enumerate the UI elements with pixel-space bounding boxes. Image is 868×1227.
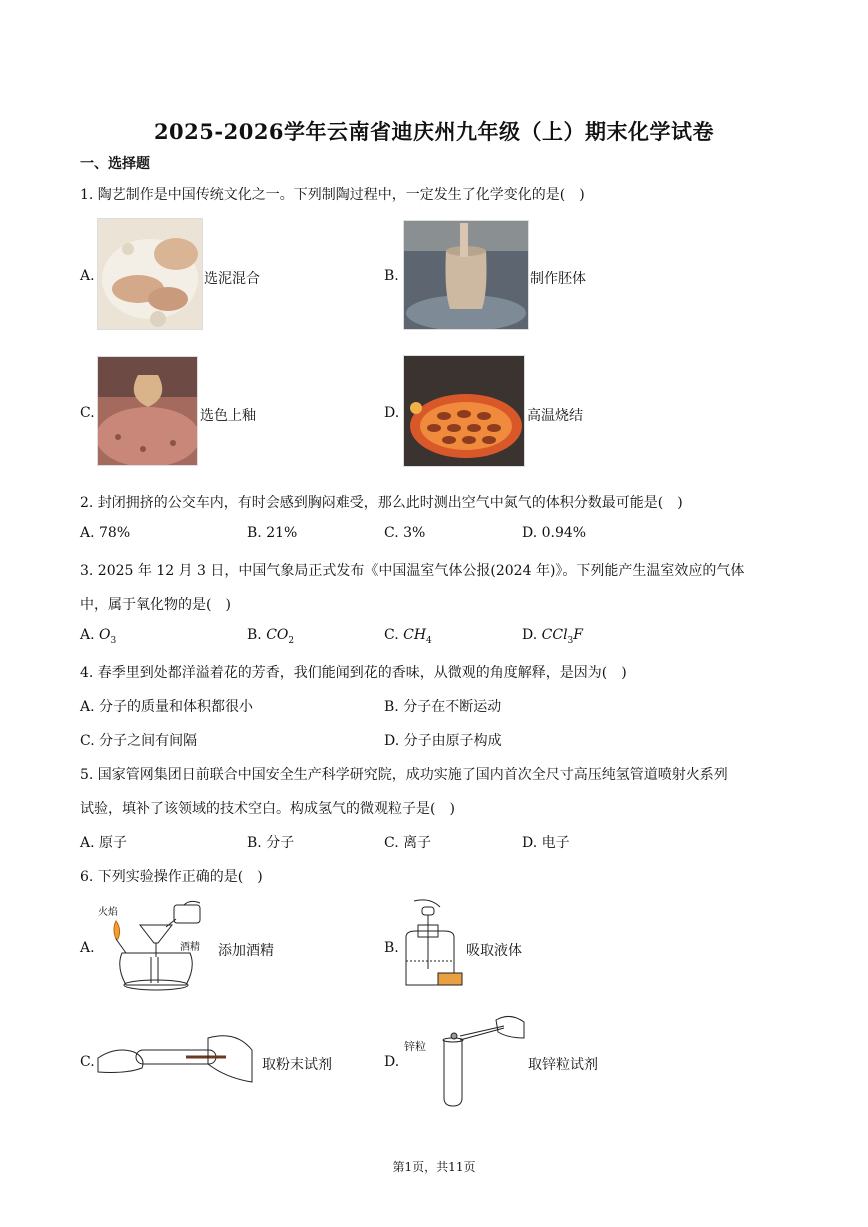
q1-option-b-image	[403, 220, 529, 330]
q3-option-b-letter: B.	[247, 627, 262, 643]
q1-option-c-letter[interactable]: C.	[80, 405, 95, 421]
q3-option-d-sub: 3	[567, 635, 574, 646]
q5-option-a[interactable]: A. 原子	[80, 835, 128, 851]
q3-option-d-formula: CCl	[541, 627, 568, 643]
q6-option-d-label: 取锌粒试剂	[528, 1057, 598, 1073]
question-1-stem: 1. 陶艺制作是中国传统文化之一。下列制陶过程中，一定发生了化学变化的是( )	[80, 187, 585, 203]
q4-option-b[interactable]: B. 分子在不断运动	[384, 699, 502, 715]
q6-option-a-label: 添加酒精	[218, 943, 274, 959]
question-3-stem-line1: 3. 2025 年 12 月 3 日，中国气象局正式发布《中国温室气体公报(2024 年)》。下列能产生温室效应的气体	[80, 563, 745, 579]
q6-option-a-letter[interactable]: A.	[80, 940, 95, 956]
q3-option-d[interactable]	[522, 627, 583, 646]
q5-option-c[interactable]: C. 离子	[384, 835, 432, 851]
q4-option-d[interactable]: D. 分子由原子构成	[384, 733, 502, 749]
q6-option-c-figure	[96, 1028, 256, 1084]
question-5-stem-line2: 试验，填补了该领域的技术空白。构成氢气的微观粒子是( )	[80, 801, 455, 817]
q6-option-d-zinc-label: 锌粒	[404, 1040, 426, 1053]
q3-option-b-sub: 2	[288, 635, 295, 646]
q6-option-d-letter[interactable]: D.	[384, 1054, 400, 1070]
q3-option-c-letter: C.	[384, 627, 399, 643]
q2-option-d[interactable]: D. 0.94%	[522, 525, 587, 541]
question-4-stem: 4. 春季里到处都洋溢着花的芳香，我们能闻到花的香味，从微观的角度解释，是因为( )	[80, 665, 627, 681]
q1-option-a-letter[interactable]: A.	[80, 268, 95, 284]
q4-option-c[interactable]: C. 分子之间有间隔	[80, 733, 198, 749]
question-6-stem: 6. 下列实验操作正确的是( )	[80, 869, 263, 885]
q3-option-d-letter: D.	[522, 627, 538, 643]
q3-option-c-sub: 4	[426, 635, 432, 646]
q6-option-a-alcohol-label: 酒精	[180, 942, 200, 953]
q1-option-d-label: 高温烧结	[527, 408, 583, 424]
q1-option-c-label: 选色上釉	[200, 408, 256, 424]
exam-title: 2025-2026学年云南省迪庆州九年级（上）期末化学试卷	[153, 119, 715, 144]
q1-option-d-letter[interactable]: D.	[384, 405, 400, 421]
q3-option-a[interactable]	[80, 627, 116, 646]
question-2-stem: 2. 封闭拥挤的公交车内，有时会感到胸闷难受，那么此时测出空气中氮气的体积分数最可能是( )	[80, 495, 683, 511]
q1-option-c-image	[97, 356, 198, 466]
q6-option-d-figure	[400, 1012, 530, 1108]
q1-option-a-image	[97, 218, 203, 330]
q3-option-b[interactable]	[247, 627, 294, 646]
question-5-stem-line1: 5. 国家管网集团日前联合中国安全生产科学研究院，成功实施了国内首次全尺寸高压纯氢管道喷射火系列	[80, 767, 728, 783]
q1-option-b-label: 制作胚体	[530, 271, 586, 287]
q6-option-b-label: 吸取液体	[466, 943, 522, 959]
q6-option-c-label: 取粉末试剂	[262, 1057, 332, 1073]
question-3-stem-line2: 中，属于氧化物的是( )	[80, 597, 231, 613]
q1-option-b-letter[interactable]: B.	[384, 268, 399, 284]
q6-option-a-flame-label: 火焰	[98, 907, 118, 918]
q4-option-a[interactable]: A. 分子的质量和体积都很小	[80, 699, 254, 715]
q5-option-b[interactable]: B. 分子	[247, 835, 295, 851]
q3-option-a-letter: A.	[80, 627, 95, 643]
q3-option-c[interactable]	[384, 627, 432, 646]
q3-option-d-tail: F	[573, 627, 583, 643]
q2-option-a[interactable]: A. 78%	[80, 525, 131, 541]
q1-option-d-image	[403, 355, 525, 467]
q3-option-a-sub: 3	[110, 635, 117, 646]
q6-option-b-letter[interactable]: B.	[384, 940, 399, 956]
page-footer: 第1页，共11页	[392, 1160, 476, 1174]
q1-option-a-label: 选泥混合	[204, 271, 260, 287]
section-heading: 一、选择题	[80, 156, 150, 172]
q3-option-c-formula: CH	[403, 627, 427, 643]
q3-option-b-formula: CO	[266, 627, 289, 643]
q5-option-d[interactable]: D. 电子	[522, 835, 570, 851]
q3-option-a-formula: O	[99, 627, 111, 643]
q2-option-c[interactable]: C. 3%	[384, 525, 426, 541]
q6-option-c-letter[interactable]: C.	[80, 1054, 95, 1070]
q2-option-b[interactable]: B. 21%	[247, 525, 298, 541]
